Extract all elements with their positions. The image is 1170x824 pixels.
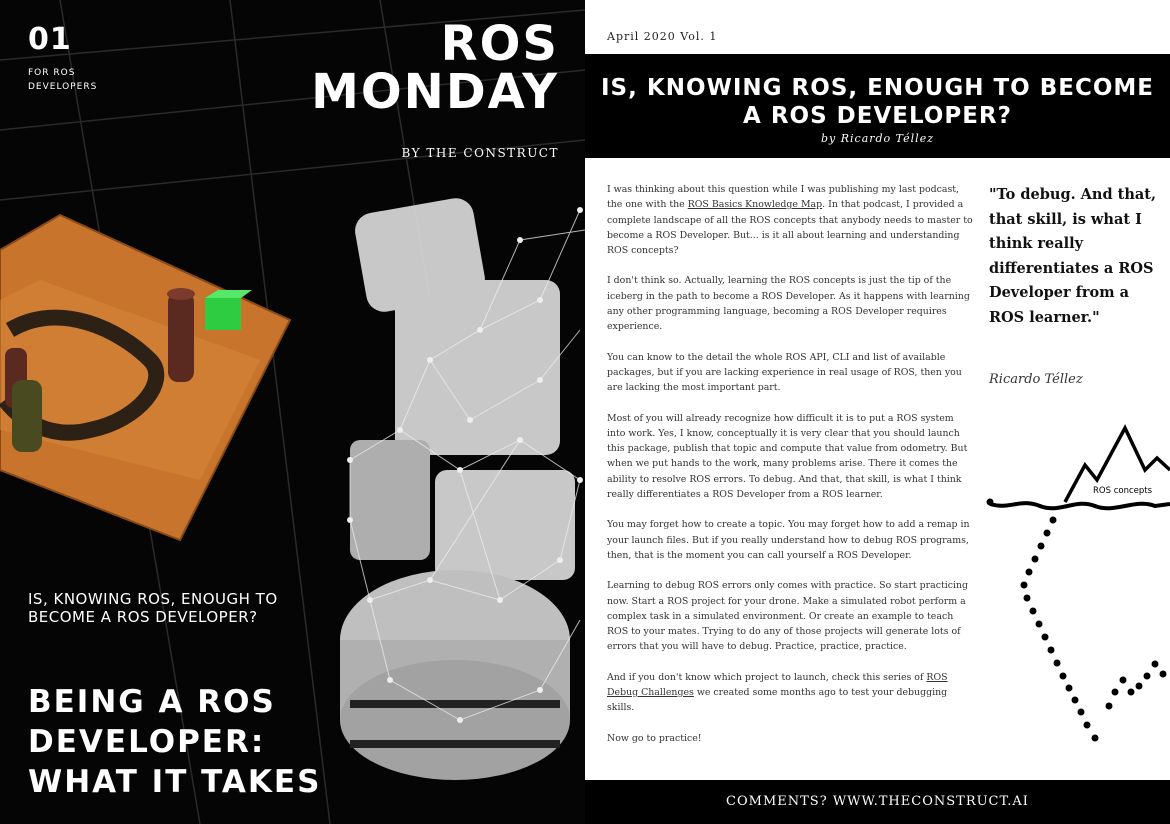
iceberg-label: ROS concepts xyxy=(1093,486,1153,496)
paragraph-4: Most of you will already recognize how difficult it is to put a ROS system into work. Yes, I know, conceptually it is very clear that you should launch this package, publish that topic and compute that value from odometry. But when we put hands to the work, many problems arise. There it comes the ability to resolve ROS errors. To debug. And that, that skill, is what I think really differentiates a ROS Developer from a ROS learner. xyxy=(607,412,968,501)
magazine-title-line2: MONDAY xyxy=(311,64,559,120)
paragraph-3: You can know to the detail the whole ROS API, CLI and list of available packages, but if you are lacking experience in real usage of ROS, then you are lacking the most important part. xyxy=(607,351,962,394)
paragraph-1 xyxy=(607,182,973,258)
article-body xyxy=(607,182,973,761)
paragraph-7 xyxy=(607,670,973,716)
ros-basics-knowledge-map-link[interactable]: ROS Basics Knowledge Map xyxy=(687,199,823,211)
paragraph-7-text-b: we created some months ago to test your debugging skills. xyxy=(607,687,948,714)
issue-subtitle: FOR ROS DEVELOPERS xyxy=(28,68,98,92)
article-author: by Ricardo Téllez xyxy=(820,132,935,145)
magazine-title xyxy=(311,16,559,120)
article-title: IS, KNOWING ROS, ENOUGH TO BECOME A ROS DEVELOPER? xyxy=(601,75,1154,129)
footer-bar xyxy=(585,780,1170,824)
paragraph-1-text-a: I was thinking about this question while I was publishing my last podcast, the one with the xyxy=(607,184,960,211)
article-page xyxy=(585,0,1170,824)
paragraph-5: You may forget how to create a topic. You may forget how to add a remap in your launch files. But if you really understand how to debug ROS programs, then, that is the moment you can call yourself a ROS Developer. xyxy=(607,519,970,561)
iceberg-illustration xyxy=(985,420,1170,750)
magazine-title-line1: ROS xyxy=(440,16,559,72)
cover-headline: BEING A ROS DEVELOPER: WHAT IT TAKES xyxy=(28,684,322,800)
issue-number: 01 xyxy=(28,22,72,57)
paragraph-2: I don't think so. Actually, learning the ROS concepts is just the tip of the iceberg in the path to become a ROS Developer. As it happens with learning any other programming language, becoming a ROS Developer requires experience. xyxy=(607,275,970,333)
paragraph-6: Learning to debug ROS errors only comes with practice. So start practicing now. Start a ROS project for your drone. Make a simulated robot perform a complex task in a simulated environment. Or create an example to teach ROS to your mates. Trying to do any of those projects will generate lots of errors that you will have to debug. Practice, practice, practice. xyxy=(607,580,968,653)
paragraph-7-text-a: And if you don't know which project to launch, check this series of xyxy=(607,671,927,683)
pull-quote: "To debug. And that, that skill, is what I think really differentiates a ROS Developer from a ROS learner." xyxy=(989,186,1157,326)
issue-date: April 2020 Vol. 1 xyxy=(607,30,718,43)
quote-author: Ricardo Téllez xyxy=(989,372,1083,387)
cover-question: IS, KNOWING ROS, ENOUGH TO BECOME A ROS DEVELOPER? xyxy=(28,590,278,626)
cover-byline: BY THE CONSTRUCT xyxy=(401,146,559,160)
title-band xyxy=(585,54,1170,158)
paragraph-8: Now go to practice! xyxy=(607,732,702,744)
paragraph-1-text-b: . In that podcast, I provided a complete landscape of all the ROS concepts that anybody needs to master to become a ROS Developer. But... is it all about learning and understanding ROS concepts? xyxy=(607,199,973,257)
ros-debug-challenges-link[interactable]: ROS Debug Challenges xyxy=(607,671,948,699)
footer-comments-link[interactable]: COMMENTS? WWW.THECONSTRUCT.AI xyxy=(726,794,1029,809)
